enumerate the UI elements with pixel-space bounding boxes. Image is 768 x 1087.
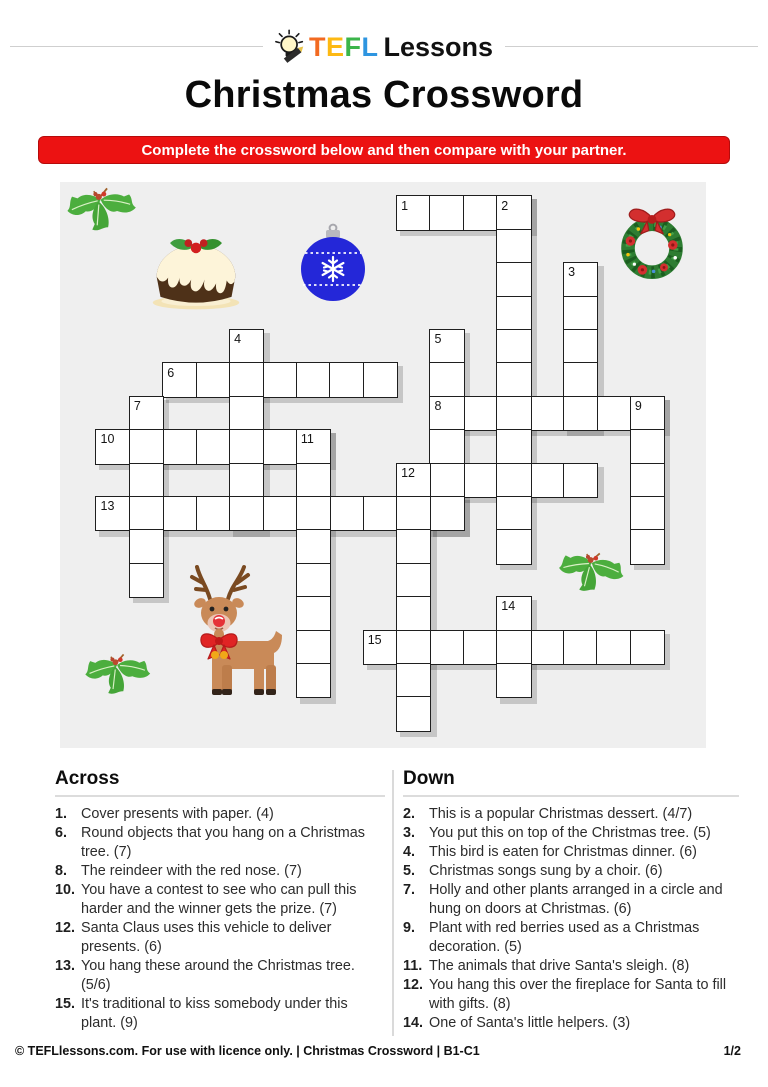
- clue-item: [55, 995, 385, 1033]
- logo-lessons-text: Lessons: [383, 31, 494, 62]
- clue-number: 1.: [55, 806, 68, 822]
- clue-item: [403, 957, 739, 976]
- clue-number: 12.: [403, 977, 424, 993]
- cell-number: 9: [634, 398, 642, 413]
- clues-divider: [392, 770, 394, 1036]
- cell-number: 1: [401, 198, 409, 213]
- clue-item: [403, 843, 739, 862]
- clue-item: [55, 805, 385, 824]
- clues-across-heading: Across: [55, 768, 385, 797]
- clue-item: [403, 805, 739, 824]
- holly-icon: [80, 650, 155, 706]
- clue-number: 12.: [55, 920, 76, 936]
- cell-number: 8: [434, 398, 442, 413]
- clue-item: [403, 1014, 739, 1033]
- clue-number: 9.: [403, 920, 416, 936]
- clue-number: 8.: [55, 863, 68, 879]
- clue-text: One of Santa's little helpers. (3): [429, 1015, 631, 1031]
- cell-number: 15: [367, 632, 382, 647]
- logo-letter: T: [308, 31, 326, 62]
- clue-number: 10.: [55, 882, 76, 898]
- instruction-text: Complete the crossword below and then compare with your partner.: [141, 141, 627, 159]
- clue-number: 6.: [55, 825, 68, 841]
- clue-item: [55, 881, 385, 919]
- clue-number: 2.: [403, 806, 416, 822]
- clue-number: 13.: [55, 958, 76, 974]
- clue-text: Santa Claus uses this vehicle to deliver presents. (6): [81, 920, 332, 955]
- christmas-pudding-icon: [148, 222, 244, 315]
- clue-text: This is a popular Christmas dessert. (4/7): [429, 806, 693, 822]
- clue-text: Christmas songs sung by a choir. (6): [429, 863, 663, 879]
- logo-letter: L: [361, 31, 379, 62]
- cell-number: 2: [501, 198, 509, 213]
- clue-number: 14.: [403, 1015, 424, 1031]
- clue-text: You hang these around the Christmas tree. (5/6): [81, 958, 355, 993]
- clue-text: Cover presents with paper. (4): [81, 806, 274, 822]
- clue-item: [55, 957, 385, 995]
- logo-tefl-letters: [308, 31, 379, 62]
- clue-text: Holly and other plants arranged in a circle and hung on doors at Christmas. (6): [429, 882, 723, 917]
- clue-item: [55, 824, 385, 862]
- clues-across-section: [55, 768, 385, 1033]
- footer-page-number: 1/2: [723, 1044, 741, 1058]
- holly-icon: [553, 548, 628, 604]
- cell-number: 6: [167, 365, 175, 380]
- holly-icon: [61, 182, 142, 243]
- clue-text: The animals that drive Santa's sleigh. (8): [429, 958, 690, 974]
- clue-item: [55, 919, 385, 957]
- cell-number: 7: [133, 398, 141, 413]
- instruction-banner: [38, 136, 730, 164]
- clue-item: [403, 976, 739, 1014]
- reindeer-icon: [170, 557, 286, 714]
- clue-number: 3.: [403, 825, 416, 841]
- clue-text: You have a contest to see who can pull this harder and the winner gets the prize. (7): [81, 882, 357, 917]
- page-title: Christmas Crossword: [184, 74, 584, 116]
- cell-number: 14: [501, 599, 516, 614]
- clues-down-section: [403, 768, 739, 1033]
- clue-item: [403, 919, 739, 957]
- logo-letter: F: [344, 31, 362, 62]
- clue-number: 5.: [403, 863, 416, 879]
- footer-copyright: © TEFLlessons.com. For use with licence only. | Christmas Crossword | B1-C1: [15, 1044, 480, 1058]
- clue-number: 11.: [403, 958, 423, 974]
- lightbulb-pencil-icon: [275, 29, 305, 65]
- logo-letter: E: [325, 31, 345, 62]
- cell-number: 4: [234, 332, 242, 347]
- clue-text: You hang this over the fireplace for Santa to fill with gifts. (8): [429, 977, 727, 1012]
- logo: [0, 28, 768, 66]
- cell-number: 12: [401, 465, 415, 480]
- clue-text: It's traditional to kiss somebody under this plant. (9): [81, 996, 348, 1031]
- clue-item: [403, 824, 739, 843]
- clue-text: You put this on top of the Christmas tree. (5): [429, 825, 711, 841]
- clue-item: [403, 862, 739, 881]
- clue-text: The reindeer with the red nose. (7): [81, 863, 302, 879]
- clue-item: [55, 862, 385, 881]
- clue-text: Plant with red berries used as a Christmas decoration. (5): [429, 920, 700, 955]
- blue-bauble-icon: [300, 223, 366, 308]
- clue-text: This bird is eaten for Christmas dinner. (6): [429, 844, 697, 860]
- clue-item: [403, 881, 739, 919]
- cell-number: 13: [100, 499, 115, 514]
- christmas-wreath-icon: [612, 197, 692, 290]
- clue-number: 7.: [403, 882, 416, 898]
- clues-down-heading: Down: [403, 768, 739, 797]
- cell-number: 10: [100, 432, 115, 447]
- cell-number: 11: [300, 432, 314, 447]
- clue-number: 4.: [403, 844, 416, 860]
- clues-down-list: [403, 805, 739, 1033]
- clues-across-list: [55, 805, 385, 1033]
- clue-text: Round objects that you hang on a Christmas tree. (7): [81, 825, 365, 860]
- cell-number: 5: [434, 332, 442, 347]
- cell-number: 3: [568, 265, 576, 280]
- footer: [15, 1044, 741, 1058]
- clue-number: 15.: [55, 996, 76, 1012]
